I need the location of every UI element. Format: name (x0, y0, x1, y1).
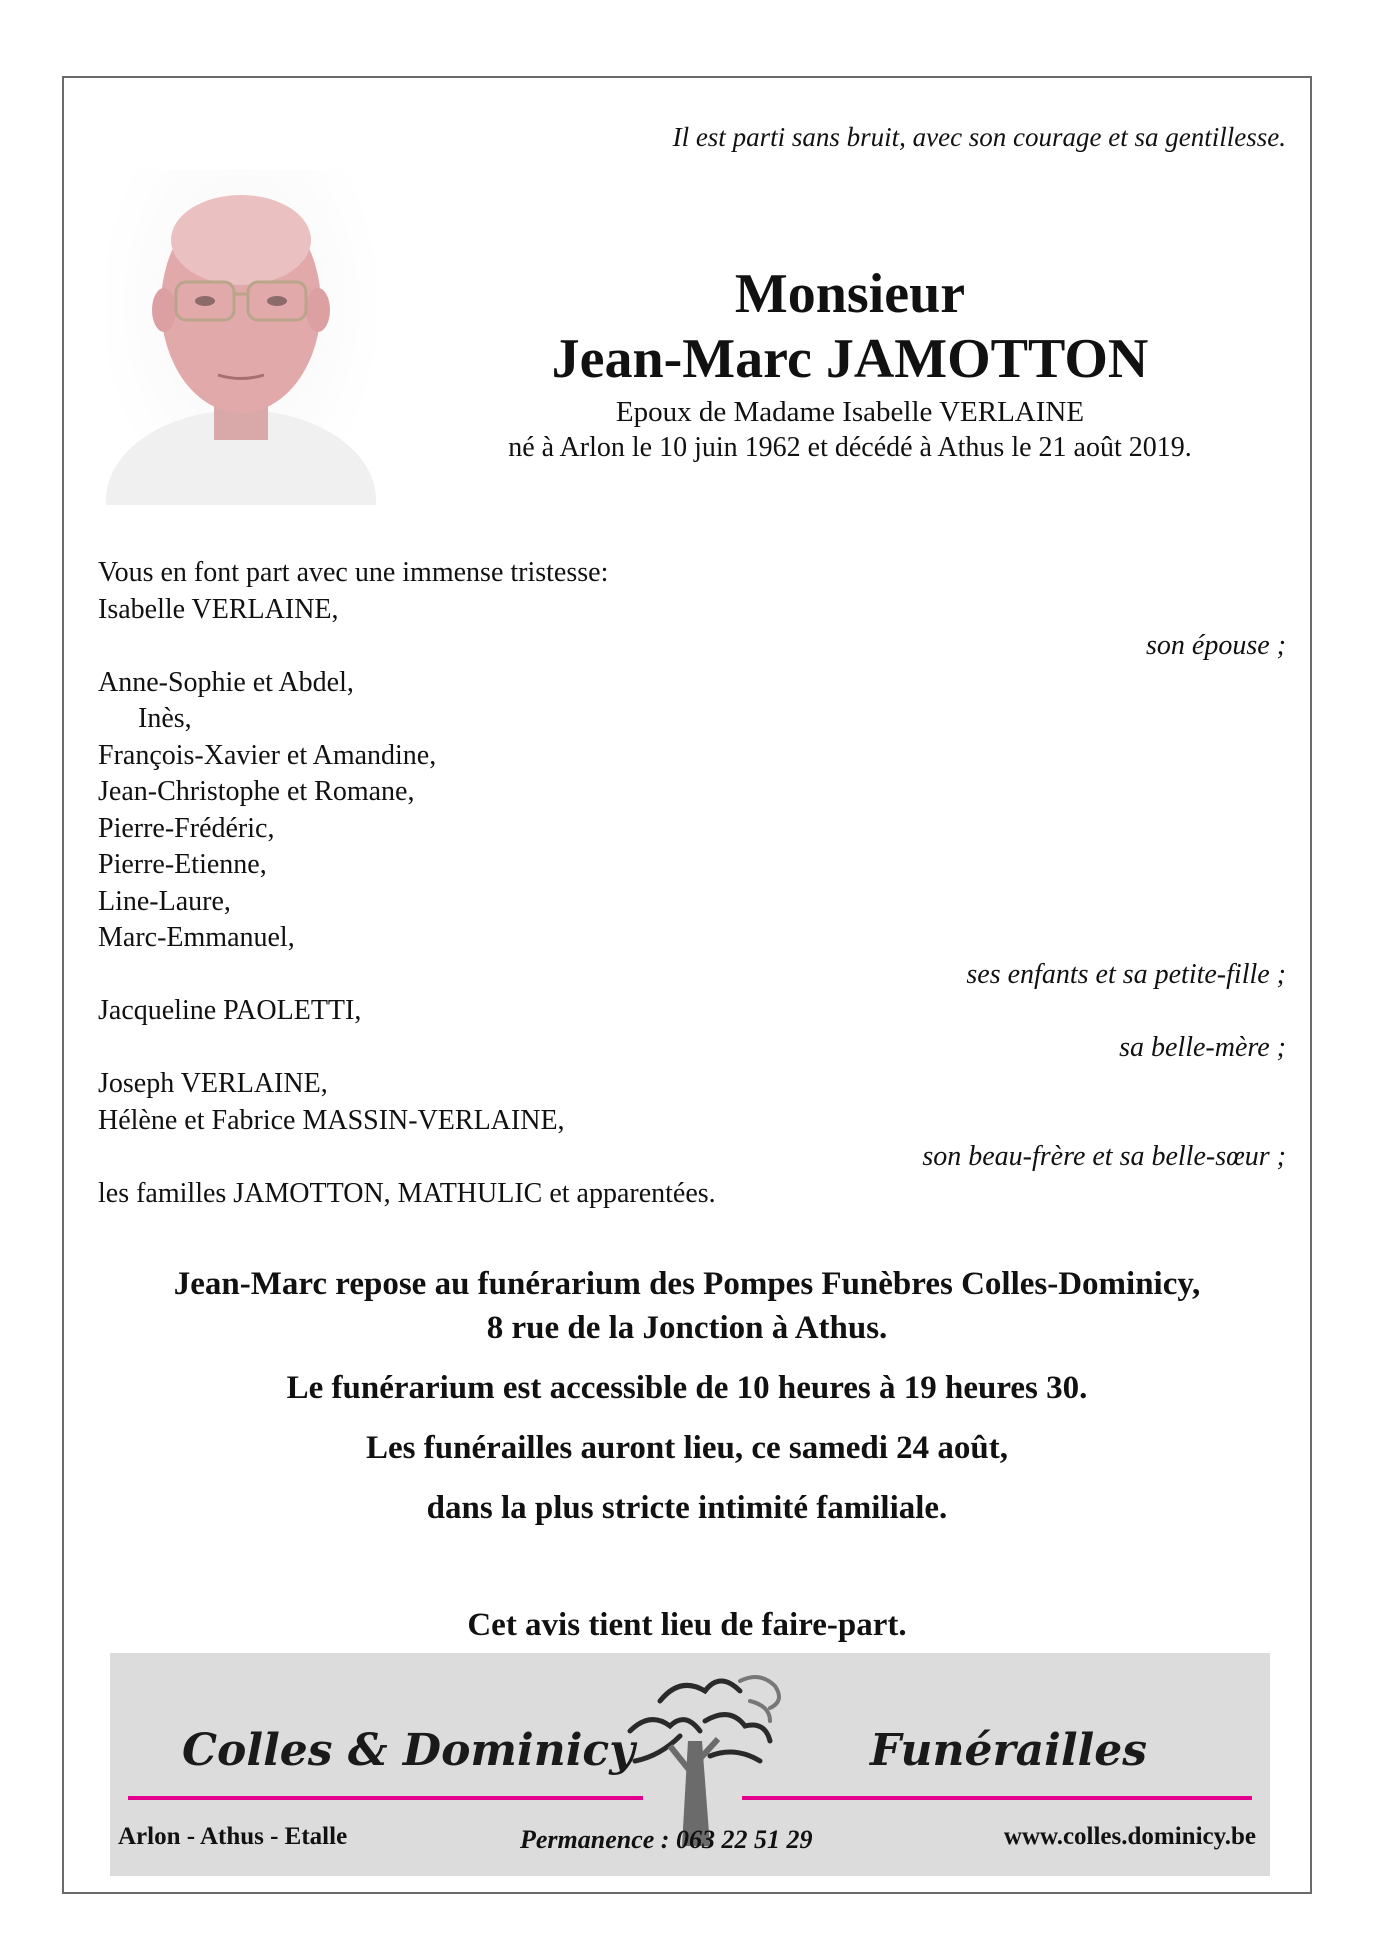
deceased-name: Jean-Marc JAMOTTON (551, 328, 1149, 390)
funeral-line-2: dans la plus stricte intimité familiale. (426, 1490, 948, 1526)
funeral-line-1: Les funérailles auront lieu, ce samedi 24 août, (366, 1430, 1008, 1466)
accent-divider-right (742, 1796, 1252, 1800)
phone-line: Permanence : 063 22 51 29 (520, 1825, 813, 1854)
portrait-photo (106, 170, 376, 505)
honorific: Monsieur (734, 263, 966, 325)
website-link[interactable]: www.colles.dominicy.be (1003, 1823, 1256, 1850)
family-member: Anne-Sophie et Abdel, (98, 666, 354, 698)
family-member: Jean-Christophe et Romane, (98, 776, 415, 807)
family-member: Pierre-Frédéric, (98, 812, 275, 844)
brand-name: Colles & Dominicy (182, 1725, 635, 1776)
families-line: les familles JAMOTTON, MATHULIC et apparentées. (98, 1177, 716, 1209)
family-member: Inès, (138, 703, 192, 734)
relation-label: sa belle-mère ; (1119, 1031, 1286, 1063)
cities-line: Arlon - Athus - Etalle (118, 1823, 348, 1850)
relation-label: ses enfants et sa petite-fille ; (966, 958, 1286, 990)
hours-line: Le funérarium est accessible de 10 heures à 19 heures 30. (286, 1370, 1088, 1406)
rest-line-2: 8 rue de la Jonction à Athus. (486, 1310, 888, 1346)
title-block (420, 262, 1280, 466)
family-member: Pierre-Etienne, (98, 849, 267, 880)
epitaph: Il est parti sans bruit, avec son courage et sa gentillesse. (672, 122, 1286, 152)
relation-label: son beau-frère et sa belle-sœur ; (922, 1141, 1286, 1172)
rest-line-1: Jean-Marc repose au funérarium des Pompes Funèbres Colles-Dominicy, (173, 1266, 1201, 1302)
brand-tagline: Funérailles (870, 1725, 1148, 1776)
relation-label: son épouse ; (1146, 630, 1286, 661)
intro-line: Vous en font part avec une immense tristesse: (98, 557, 609, 588)
family-member: Isabelle VERLAINE, (98, 593, 339, 625)
closing-line: Cet avis tient lieu de faire-part. (467, 1607, 907, 1643)
family-member: Marc-Emmanuel, (98, 922, 295, 953)
announcement (98, 555, 1286, 1212)
funeral-details (62, 1262, 1312, 1530)
spouse-line: Epoux de Madame Isabelle VERLAINE (615, 396, 1085, 428)
family-member: Joseph VERLAINE, (98, 1068, 328, 1099)
accent-divider-left (128, 1796, 643, 1800)
family-member: Jacqueline PAOLETTI, (98, 995, 362, 1026)
dates-line: né à Arlon le 10 juin 1962 et décédé à Athus le 21 août 2019. (508, 432, 1192, 463)
funeral-home-banner (110, 1653, 1270, 1876)
family-member: Line-Laure, (98, 885, 231, 917)
tree-logo-icon (590, 1661, 810, 1851)
family-member: Hélène et Fabrice MASSIN-VERLAINE, (98, 1104, 565, 1136)
family-member: François-Xavier et Amandine, (98, 739, 437, 771)
